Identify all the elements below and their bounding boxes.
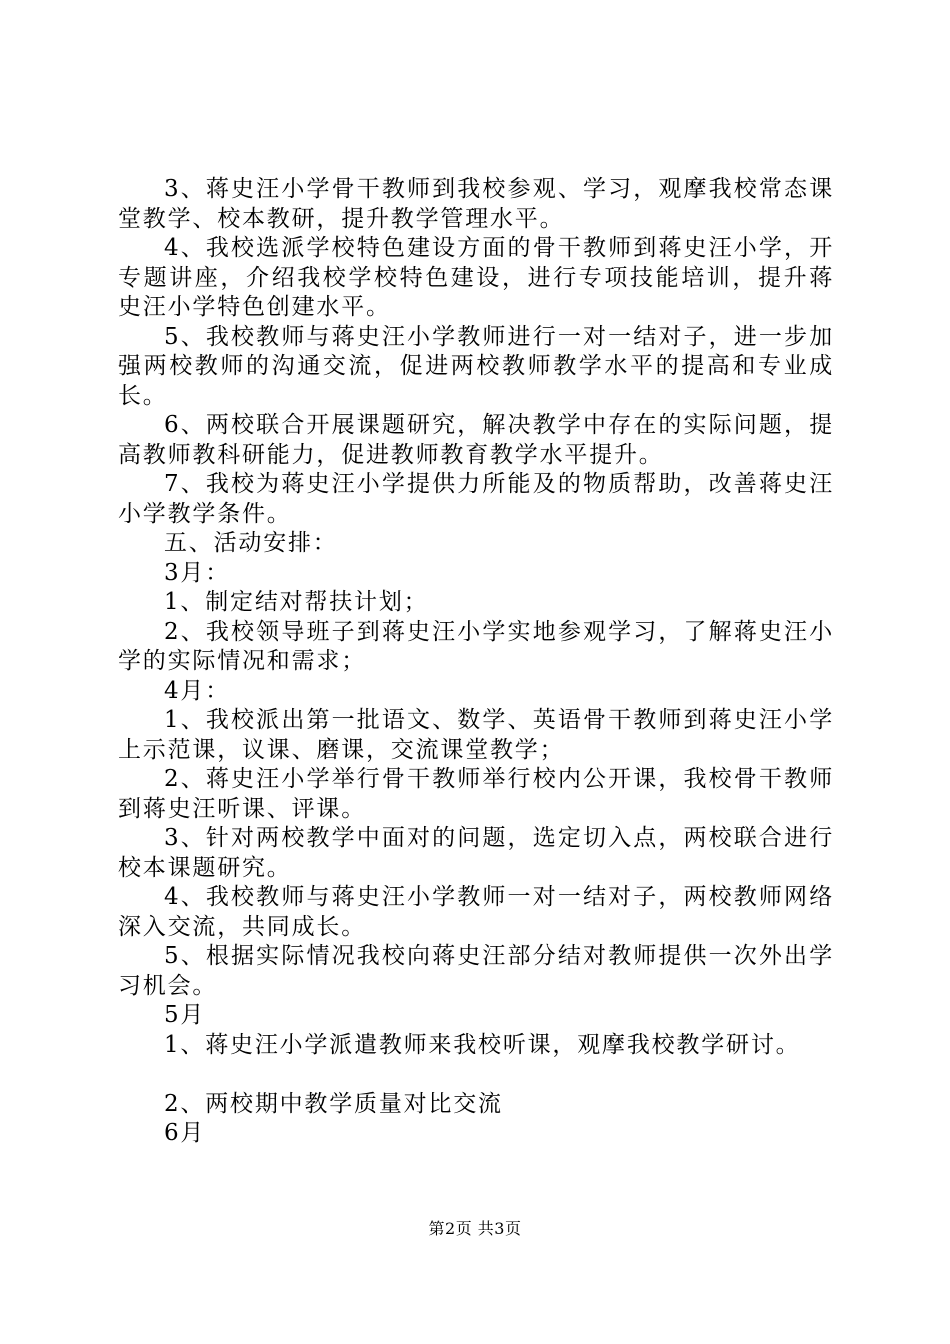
page-footer: 第2页 共3页	[428, 1219, 522, 1238]
march-item-1: 1、制定结对帮扶计划；	[164, 589, 429, 615]
document-body	[118, 175, 834, 1149]
april-item-1: 1、我校派出第一批语文、数学、英语骨干教师到蒋史汪小学上示范课，议课、磨课，交流课堂教学；	[118, 707, 834, 763]
march-item-2: 2、我校领导班子到蒋史汪小学实地参观学习，了解蒋史汪小学的实际情况和需求；	[118, 618, 834, 674]
april-item-5: 5、根据实际情况我校向蒋史汪部分结对教师提供一次外出学习机会。	[118, 943, 834, 999]
may-item-2: 2、两校期中教学质量对比交流	[164, 1090, 503, 1117]
month-heading-march: 3月：	[164, 559, 231, 586]
section-heading-schedule: 五、活动安排：	[164, 530, 338, 556]
month-heading-june: 6月	[164, 1120, 206, 1146]
paragraph-item-6: 6、两校联合开展课题研究，解决教学中存在的实际问题，提高教师教科研能力，促进教师教育教学水平提升。	[118, 412, 834, 468]
paragraph-item-5: 5、我校教师与蒋史汪小学教师进行一对一结对子，进一步加强两校教师的沟通交流，促进两校教师教学水平的提高和专业成长。	[118, 323, 834, 409]
april-item-3: 3、针对两校教学中面对的问题，选定切入点，两校联合进行校本课题研究。	[118, 825, 834, 881]
april-item-4: 4、我校教师与蒋史汪小学教师一对一结对子，两校教师网络深入交流，共同成长。	[118, 884, 834, 940]
paragraph-item-3: 3、蒋史汪小学骨干教师到我校参观、学习，观摩我校常态课堂教学、校本教研，提升教学管理水平。	[118, 176, 834, 232]
blank-line	[118, 1060, 834, 1090]
paragraph-item-4: 4、我校选派学校特色建设方面的骨干教师到蒋史汪小学，开专题讲座，介绍我校学校特色建设，进行专项技能培训，提升蒋史汪小学特色创建水平。	[118, 235, 834, 320]
may-item-1: 1、蒋史汪小学派遣教师来我校听课，观摩我校教学研讨。	[164, 1031, 801, 1058]
paragraph-item-7: 7、我校为蒋史汪小学提供力所能及的物质帮助，改善蒋史汪小学教学条件。	[118, 471, 834, 527]
month-heading-may: 5月	[164, 1002, 206, 1028]
month-heading-april: 4月：	[164, 677, 231, 704]
april-item-2: 2、蒋史汪小学举行骨干教师举行校内公开课，我校骨干教师到蒋史汪听课、评课。	[118, 766, 834, 822]
